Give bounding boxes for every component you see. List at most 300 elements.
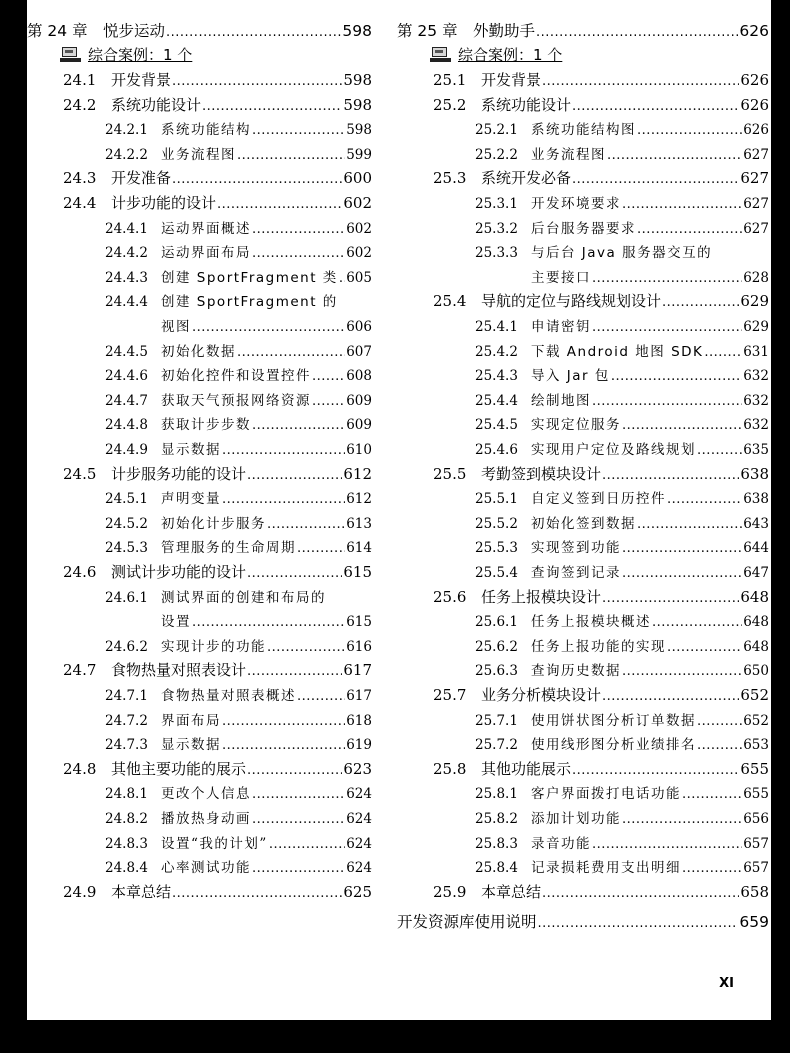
leader-dots — [682, 861, 742, 876]
toc-subsection-entry — [475, 635, 769, 655]
entry-page: 628 — [743, 269, 769, 286]
entry-title: 设置“我的计划” — [161, 835, 268, 852]
toc-section-entry — [433, 290, 769, 311]
entry-title: 显示数据 — [161, 737, 221, 754]
entry-page: 632 — [743, 368, 769, 385]
entry-title: 使用线形图分析业绩排名 — [531, 737, 696, 754]
leader-dots — [247, 566, 342, 581]
entry-title: 导入 Jar 包 — [531, 368, 610, 385]
leader-dots — [166, 25, 341, 40]
entry-title: 初始化数据 — [161, 343, 236, 360]
entry-page: 619 — [346, 737, 372, 754]
entry-number: 25.8.3 — [475, 835, 518, 852]
entry-number: 24.4.6 — [105, 368, 148, 385]
entry-page: 629 — [743, 319, 769, 335]
entry-page: 618 — [346, 712, 372, 729]
entry-title: 显示数据 — [161, 442, 221, 458]
entry-title: 记录损耗费用支出明细 — [531, 860, 681, 877]
entry-page: 626 — [740, 95, 769, 114]
entry-title: 声明变量 — [161, 491, 221, 508]
leader-dots — [602, 468, 739, 483]
entry-title: 食物热量对照表设计 — [111, 661, 247, 680]
entry-title: 播放热身动画 — [161, 811, 251, 827]
leader-dots — [297, 689, 345, 704]
toc-section-entry — [63, 192, 372, 213]
entry-title: 开发背景 — [481, 71, 542, 89]
entry-number: 25.3.2 — [475, 220, 518, 237]
entry-title: 任务上报模块设计 — [481, 587, 602, 606]
entry-page: 657 — [743, 860, 769, 877]
leader-dots — [542, 886, 739, 901]
leader-dots — [252, 787, 345, 802]
leader-dots — [192, 320, 345, 335]
toc-section-entry — [63, 561, 372, 582]
leader-dots — [192, 615, 345, 630]
entry-number: 25.8 — [433, 759, 467, 778]
entry-page: 632 — [743, 417, 769, 434]
entry-number: 第 25 章 — [397, 22, 458, 40]
appendix-heading — [397, 910, 769, 932]
entry-page: 615 — [346, 614, 372, 631]
entry-title: 业务流程图 — [161, 146, 236, 163]
entry-page: 626 — [740, 71, 769, 89]
entry-title: 业务流程图 — [531, 146, 606, 163]
leader-dots — [662, 295, 739, 310]
case-study-text: 综合案例：1 个 — [88, 46, 193, 64]
entry-title: 客户界面拨打电话功能 — [531, 786, 681, 803]
entry-page: 638 — [743, 491, 769, 508]
entry-page: 629 — [740, 292, 769, 311]
leader-dots — [682, 787, 742, 802]
toc-section-entry — [433, 881, 769, 902]
entry-number: 25.6 — [433, 587, 467, 606]
entry-title: 设置 — [161, 614, 191, 631]
toc-section-entry — [433, 684, 769, 705]
entry-title: 外勤助手 — [473, 22, 536, 40]
entry-title: 初始化计步服务 — [161, 515, 266, 532]
entry-title: 获取天气预报网络资源 — [161, 392, 311, 409]
toc-subsection-entry — [105, 487, 372, 507]
leader-dots — [542, 74, 739, 89]
entry-number: 25.7 — [433, 686, 467, 704]
toc-subsection-entry — [105, 340, 372, 360]
entry-number: 24.4.4 — [105, 294, 148, 311]
leader-dots — [592, 320, 742, 335]
leader-dots — [572, 172, 739, 187]
toc-entry-continuation — [161, 610, 372, 630]
entry-title: 开发资源库使用说明 — [397, 913, 537, 931]
leader-dots — [267, 517, 345, 532]
entry-page: 648 — [743, 614, 769, 631]
entry-number: 24.4 — [63, 194, 97, 212]
leader-dots — [622, 664, 742, 679]
entry-title: 实现用户定位及路线规划 — [531, 442, 696, 458]
entry-title: 实现签到功能 — [531, 540, 621, 557]
entry-number: 24.4.9 — [105, 442, 148, 458]
entry-number: 24.6.2 — [105, 638, 148, 655]
entry-number: 24.3 — [63, 169, 97, 188]
leader-dots — [252, 812, 345, 827]
toc-subsection-entry — [475, 413, 769, 433]
entry-page: 627 — [743, 220, 769, 237]
toc-subsection-entry — [105, 586, 372, 606]
leader-dots — [622, 566, 742, 581]
entry-page: 627 — [743, 196, 769, 212]
leader-dots — [622, 812, 742, 827]
entry-page: 624 — [346, 860, 372, 877]
entry-title: 管理服务的生命周期 — [161, 540, 296, 557]
entry-number: 25.4.5 — [475, 417, 518, 434]
entry-number: 24.7.1 — [105, 688, 148, 704]
toc-subsection-entry — [105, 143, 372, 163]
computer-case-icon — [430, 47, 452, 62]
entry-number: 24.2.2 — [105, 146, 148, 163]
entry-page: 627 — [740, 169, 769, 188]
entry-number: 24.8.4 — [105, 860, 148, 877]
entry-page: 626 — [743, 122, 769, 139]
leader-dots — [667, 492, 742, 507]
toc-subsection-entry — [475, 512, 769, 532]
toc-subsection-entry — [475, 241, 769, 261]
leader-dots — [339, 271, 345, 286]
entry-number: 24.8.3 — [105, 835, 148, 852]
entry-page: 648 — [740, 587, 769, 606]
entry-number: 25.8.1 — [475, 786, 518, 803]
toc-entry-continuation — [531, 266, 769, 286]
entry-title: 食物热量对照表概述 — [161, 688, 296, 704]
entry-title: 考勤签到模块设计 — [481, 464, 602, 483]
entry-page: 616 — [346, 638, 372, 655]
entry-page: 656 — [743, 811, 769, 827]
entry-page: 625 — [343, 882, 372, 901]
leader-dots — [222, 738, 345, 753]
entry-number: 24.7 — [63, 661, 97, 680]
leader-dots — [697, 443, 742, 458]
entry-number: 24.4.8 — [105, 417, 148, 434]
entry-page: 602 — [343, 194, 372, 212]
entry-page: 610 — [346, 442, 372, 458]
entry-number: 24.4.1 — [105, 220, 148, 237]
leader-dots — [252, 418, 345, 433]
toc-entry-continuation — [161, 315, 372, 335]
leader-dots — [247, 468, 342, 483]
entry-page: 605 — [346, 269, 372, 286]
entry-title: 测试计步功能的设计 — [111, 563, 247, 581]
entry-number: 24.6.1 — [105, 589, 148, 606]
leader-dots — [269, 837, 345, 852]
entry-number: 24.1 — [63, 71, 97, 89]
leader-dots — [622, 418, 742, 433]
toc-subsection-entry — [105, 832, 372, 852]
keyboard-shape — [60, 58, 81, 62]
entry-number: 25.2 — [433, 95, 467, 114]
entry-number: 24.7.2 — [105, 712, 148, 729]
entry-page: 598 — [346, 122, 372, 139]
entry-title: 系统开发必备 — [481, 169, 572, 188]
toc-section-entry — [63, 69, 372, 90]
entry-title: 查询签到记录 — [531, 565, 621, 581]
entry-number: 25.4.6 — [475, 442, 518, 458]
leader-dots — [622, 541, 742, 556]
entry-title: 更改个人信息 — [161, 786, 251, 803]
entry-title: 绘制地图 — [531, 392, 591, 409]
entry-number: 24.4.5 — [105, 343, 148, 360]
entry-number: 24.2 — [63, 95, 97, 114]
entry-page: 635 — [743, 442, 769, 458]
leader-dots — [247, 763, 342, 778]
entry-number: 25.5 — [433, 464, 467, 483]
entry-number: 25.3.1 — [475, 196, 518, 212]
entry-page: 632 — [743, 392, 769, 409]
leader-dots — [222, 714, 345, 729]
toc-subsection-entry — [105, 635, 372, 655]
entry-title: 任务上报模块概述 — [531, 614, 651, 631]
entry-page: 599 — [346, 146, 372, 163]
toc-subsection-entry — [105, 684, 372, 704]
entry-title: 悦步运动 — [103, 22, 166, 40]
leader-dots — [312, 394, 345, 409]
entry-number: 25.4.2 — [475, 343, 518, 360]
entry-page: 598 — [342, 22, 372, 40]
toc-subsection-entry — [475, 856, 769, 876]
entry-page: 602 — [346, 220, 372, 237]
entry-title: 创建 SportFragment 类 — [161, 269, 338, 286]
leader-dots — [252, 861, 345, 876]
toc-subsection-entry — [105, 241, 372, 261]
entry-page: 650 — [743, 663, 769, 680]
toc-section-entry — [433, 463, 769, 484]
toc-subsection-entry — [475, 659, 769, 679]
leader-dots — [297, 541, 345, 556]
entry-page: 644 — [743, 540, 769, 557]
entry-title: 与后台 Java 服务器交互的 — [531, 245, 713, 262]
entry-number: 25.7.1 — [475, 712, 518, 729]
leader-dots — [538, 916, 739, 931]
toc-section-entry — [433, 586, 769, 607]
leader-dots — [572, 99, 739, 114]
leader-dots — [637, 123, 742, 138]
entry-title: 其他主要功能的展示 — [111, 759, 247, 778]
leader-dots — [172, 74, 342, 89]
entry-title: 实现计步的功能 — [161, 638, 266, 655]
toc-section-entry — [63, 463, 372, 484]
leader-dots — [637, 222, 742, 237]
leader-dots — [704, 345, 742, 360]
toc-subsection-entry — [475, 192, 769, 212]
leader-dots — [607, 148, 742, 163]
entry-page: 598 — [343, 95, 372, 114]
leader-dots — [312, 369, 345, 384]
page-number: XI — [719, 976, 734, 991]
entry-title: 申请密钥 — [531, 319, 591, 335]
entry-title: 界面布局 — [161, 712, 221, 729]
entry-number: 25.1 — [433, 71, 467, 89]
toc-subsection-entry — [475, 561, 769, 581]
entry-page: 655 — [740, 759, 769, 778]
entry-number: 25.9 — [433, 882, 467, 901]
leader-dots — [237, 148, 345, 163]
entry-page: 652 — [743, 712, 769, 729]
chapter-heading — [27, 19, 372, 41]
leader-dots — [592, 394, 742, 409]
entry-title: 业务分析模块设计 — [481, 686, 602, 704]
entry-title: 获取计步步数 — [161, 417, 251, 434]
entry-title: 开发环境要求 — [531, 196, 621, 212]
entry-title: 使用饼状图分析订单数据 — [531, 712, 696, 729]
leader-dots — [237, 345, 345, 360]
entry-number: 24.8.2 — [105, 811, 148, 827]
leader-dots — [697, 738, 742, 753]
entry-title: 心率测试功能 — [161, 860, 251, 877]
toc-subsection-entry — [105, 364, 372, 384]
leader-dots — [572, 763, 739, 778]
entry-number: 25.6.1 — [475, 614, 518, 631]
entry-title: 初始化签到数据 — [531, 515, 636, 532]
leader-dots — [222, 492, 345, 507]
toc-section-entry — [63, 758, 372, 779]
entry-number: 25.3 — [433, 169, 467, 188]
toc-subsection-entry — [475, 782, 769, 802]
entry-page: 652 — [740, 686, 769, 704]
computer-case-icon — [60, 47, 82, 62]
toc-section-entry — [433, 94, 769, 115]
monitor-shape — [432, 47, 447, 57]
entry-number: 24.2.1 — [105, 122, 148, 139]
entry-number: 24.6 — [63, 563, 97, 581]
entry-page: 598 — [343, 71, 372, 89]
entry-number: 24.5 — [63, 464, 97, 483]
case-study-label — [60, 44, 192, 65]
entry-page: 624 — [346, 811, 372, 827]
toc-subsection-entry — [475, 389, 769, 409]
entry-number: 24.7.3 — [105, 737, 148, 754]
toc-section-entry — [63, 659, 372, 680]
entry-title: 系统功能设计 — [111, 95, 202, 114]
entry-title: 创建 SportFragment 的 — [161, 294, 338, 311]
leader-dots — [202, 99, 342, 114]
toc-section-entry — [63, 94, 372, 115]
toc-section-entry — [433, 69, 769, 90]
entry-title: 系统功能结构 — [161, 122, 251, 139]
toc-subsection-entry — [475, 217, 769, 237]
toc-subsection-entry — [105, 290, 372, 310]
entry-page: 638 — [740, 464, 769, 483]
entry-title: 导航的定位与路线规划设计 — [481, 292, 662, 311]
entry-page: 655 — [743, 786, 769, 803]
entry-page: 613 — [346, 515, 372, 532]
entry-title: 视图 — [161, 319, 191, 335]
entry-page: 626 — [739, 22, 769, 40]
entry-title: 测试界面的创建和布局的 — [161, 589, 326, 606]
entry-title: 主要接口 — [531, 269, 591, 286]
toc-section-entry — [63, 881, 372, 902]
toc-subsection-entry — [475, 364, 769, 384]
keyboard-shape — [430, 58, 451, 62]
leader-dots — [667, 640, 742, 655]
toc-subsection-entry — [105, 389, 372, 409]
case-study-text: 综合案例：1 个 — [458, 46, 563, 64]
leader-dots — [252, 246, 345, 261]
entry-title: 后台服务器要求 — [531, 220, 636, 237]
entry-page: 617 — [343, 661, 372, 680]
toc-subsection-entry — [475, 143, 769, 163]
entry-title: 运动界面布局 — [161, 245, 251, 262]
toc-section-entry — [63, 167, 372, 188]
entry-number: 24.5.1 — [105, 491, 148, 508]
entry-number: 25.4.4 — [475, 392, 518, 409]
entry-page: 659 — [739, 913, 769, 931]
entry-page: 627 — [743, 146, 769, 163]
entry-number: 24.4.2 — [105, 245, 148, 262]
entry-title: 录音功能 — [531, 835, 591, 852]
entry-number: 24.8 — [63, 759, 97, 778]
entry-page: 617 — [346, 688, 372, 704]
entry-number: 25.7.2 — [475, 737, 518, 754]
entry-page: 609 — [346, 392, 372, 409]
leader-dots — [652, 615, 742, 630]
toc-subsection-entry — [475, 118, 769, 138]
toc-subsection-entry — [105, 709, 372, 729]
toc-subsection-entry — [475, 536, 769, 556]
entry-title: 下载 Android 地图 SDK — [531, 343, 704, 360]
entry-page: 631 — [743, 343, 769, 360]
leader-dots — [172, 886, 342, 901]
entry-title: 本章总结 — [481, 882, 542, 901]
entry-page: 608 — [346, 368, 372, 385]
entry-number: 24.5.2 — [105, 515, 148, 532]
entry-number: 25.4.1 — [475, 319, 518, 335]
case-study-label — [430, 44, 562, 65]
entry-page: 600 — [343, 169, 372, 188]
entry-page: 606 — [346, 319, 372, 335]
entry-title: 查询历史数据 — [531, 663, 621, 680]
entry-title: 系统功能结构图 — [531, 122, 636, 139]
entry-page: 653 — [743, 737, 769, 754]
entry-number: 第 24 章 — [27, 22, 88, 40]
toc-subsection-entry — [475, 340, 769, 360]
entry-page: 602 — [346, 245, 372, 262]
toc-subsection-entry — [475, 807, 769, 827]
chapter-heading — [397, 19, 769, 41]
toc-subsection-entry — [475, 487, 769, 507]
toc-section-entry — [433, 167, 769, 188]
entry-number: 24.4.3 — [105, 269, 148, 286]
leader-dots — [602, 591, 739, 606]
entry-number: 25.4 — [433, 292, 467, 311]
entry-number: 25.6.2 — [475, 638, 518, 655]
entry-number: 24.8.1 — [105, 786, 148, 803]
toc-subsection-entry — [105, 856, 372, 876]
leader-dots — [172, 172, 342, 187]
entry-title: 系统功能设计 — [481, 95, 572, 114]
leader-dots — [637, 517, 742, 532]
entry-title: 实现定位服务 — [531, 417, 621, 434]
toc-subsection-entry — [105, 733, 372, 753]
entry-title: 初始化控件和设置控件 — [161, 368, 311, 385]
entry-page: 623 — [343, 759, 372, 778]
toc-subsection-entry — [105, 512, 372, 532]
entry-title: 添加计划功能 — [531, 811, 621, 827]
entry-number: 25.4.3 — [475, 368, 518, 385]
entry-title: 其他功能展示 — [481, 759, 572, 778]
leader-dots — [252, 123, 345, 138]
entry-page: 624 — [346, 786, 372, 803]
entry-number: 24.4.7 — [105, 392, 148, 409]
entry-number: 25.3.3 — [475, 245, 518, 262]
toc-subsection-entry — [475, 832, 769, 852]
book-page — [27, 0, 771, 1020]
leader-dots — [611, 369, 742, 384]
